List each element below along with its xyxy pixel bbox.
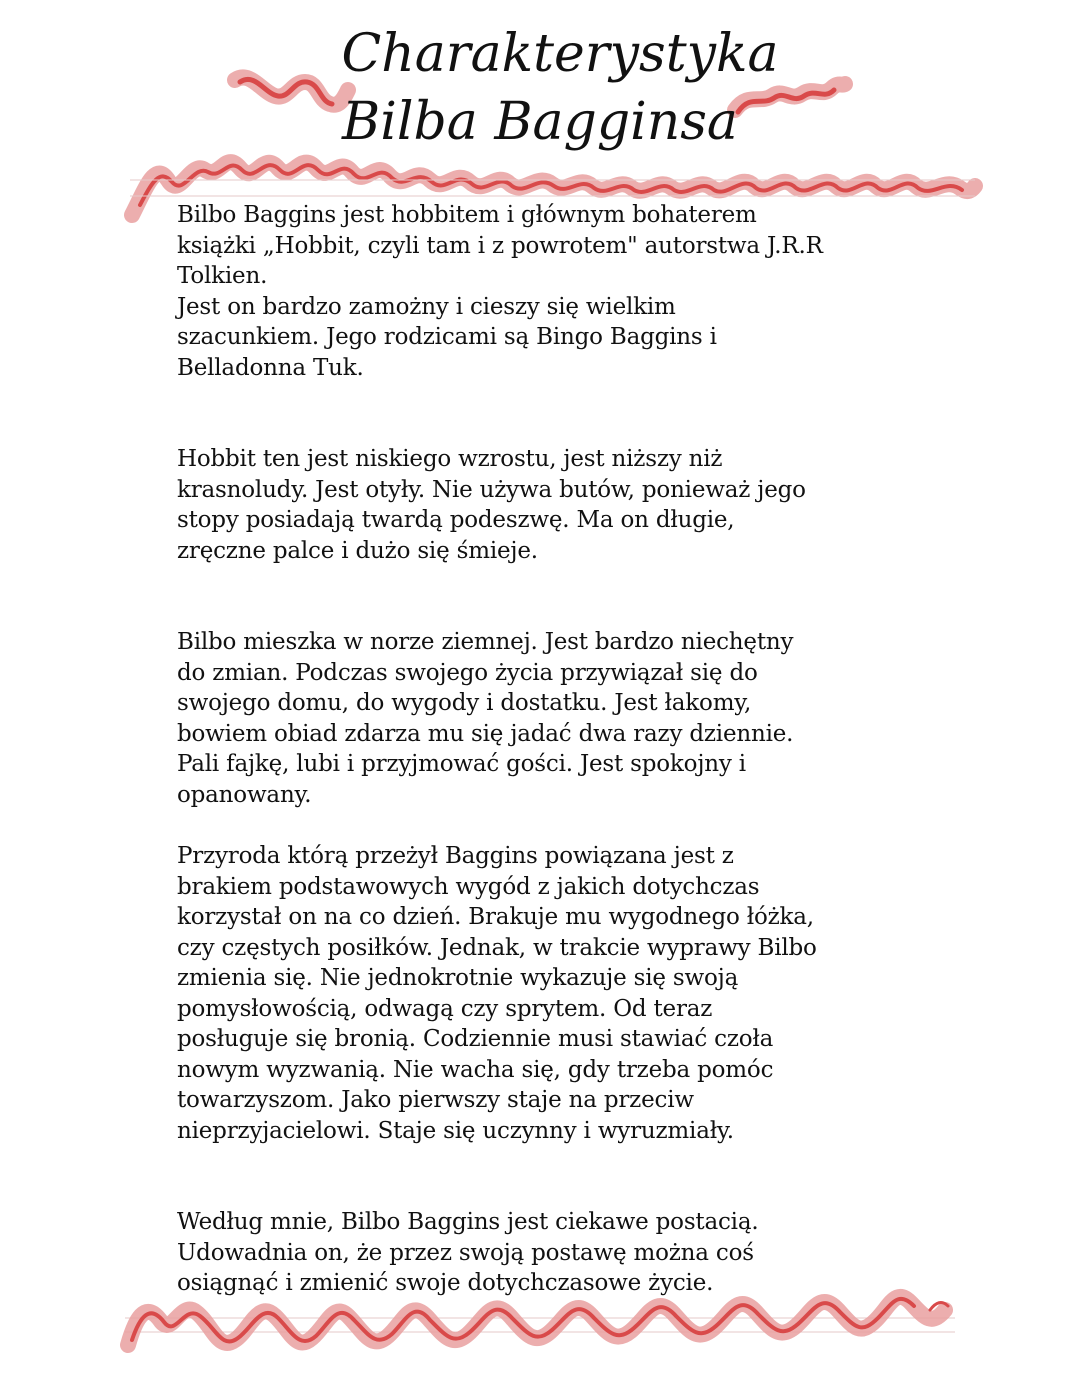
text-line: Według mnie, Bilbo Baggins jest ciekawe postacią. (177, 1209, 759, 1235)
text-line: stopy posiadają twardą podeszwę. Ma on długie, (177, 507, 735, 533)
text-line: towarzyszom. Jako pierwszy staje na przeciw (177, 1087, 694, 1113)
text-line: Pali fajkę, lubi i przyjmować gości. Jest spokojny i (177, 751, 746, 777)
text-line: nowym wyzwanią. Nie wacha się, gdy trzeba pomóc (177, 1056, 774, 1083)
text-line: opanowany. (177, 781, 312, 808)
text-line: posługuje się bronią. Codziennie musi stawiać czoła (177, 1026, 774, 1052)
paragraph-journey (177, 841, 897, 1146)
paragraph-lifestyle (177, 627, 897, 810)
paragraph-gap (177, 1146, 897, 1207)
text-line: pomysłowością, odwagą czy sprytem. Od teraz (177, 995, 713, 1022)
paragraph-appearance (177, 444, 897, 566)
title-line-2: Bilba Bagginsa (342, 92, 738, 152)
paragraph-gap (177, 810, 897, 841)
text-line: Belladonna Tuk. (177, 354, 364, 381)
text-line: książki „Hobbit, czyli tam i z powrotem" autorstwa J.R.R (177, 232, 823, 259)
text-line: szacunkiem. Jego rodzicami są Bingo Baggins i (177, 324, 717, 350)
text-line: brakiem podstawowych wygód z jakich dotychczas (177, 873, 760, 900)
text-line: swojego domu, do wygody i dostatku. Jest łakomy, (177, 690, 752, 716)
page-title (0, 20, 1080, 156)
text-line: czy częstych posiłków. Jednak, w trakcie wyprawy Bilbo (177, 934, 817, 961)
paragraph-gap (177, 566, 897, 627)
paragraph-parentage (177, 200, 897, 383)
text-line: bowiem obiad zdarza mu się jadać dwa razy dziennie. (177, 720, 794, 747)
text-line: Tolkien. (177, 263, 268, 289)
paragraph-opinion (177, 1207, 897, 1299)
text-line: do zmian. Podczas swojego życia przywiązał się do (177, 659, 758, 686)
text-line: Bilbo Baggins jest hobbitem i głównym bohaterem (177, 202, 757, 228)
text-line: zręczne palce i dużo się śmieje. (177, 537, 538, 564)
text-line: Udowadnia on, że przez swoją postawę można coś (177, 1239, 754, 1266)
paragraph-gap (177, 383, 897, 444)
document-body (177, 200, 897, 1299)
text-line: nieprzyjacielowi. Staje się uczynny i wyruzmiały. (177, 1117, 734, 1144)
text-line: korzystał on na co dzień. Brakuje mu wygodnego łóżka, (177, 904, 814, 930)
text-line: Przyroda którą przeżył Baggins powiązana jest z (177, 843, 734, 869)
title-line-1: Charakterystyka (341, 24, 779, 84)
text-line: krasnoludy. Jest otyły. Nie używa butów, ponieważ jego (177, 476, 806, 503)
text-line: Jest on bardzo zamożny i cieszy się wielkim (177, 293, 676, 320)
text-line: Hobbit ten jest niskiego wzrostu, jest niższy niż (177, 446, 723, 472)
text-line: zmienia się. Nie jednokrotnie wykazuje się swoją (177, 965, 739, 991)
text-line: osiągnąć i zmienić swoje dotychczasowe życie. (177, 1270, 714, 1296)
text-line: Bilbo mieszka w norze ziemnej. Jest bardzo niechętny (177, 629, 794, 655)
